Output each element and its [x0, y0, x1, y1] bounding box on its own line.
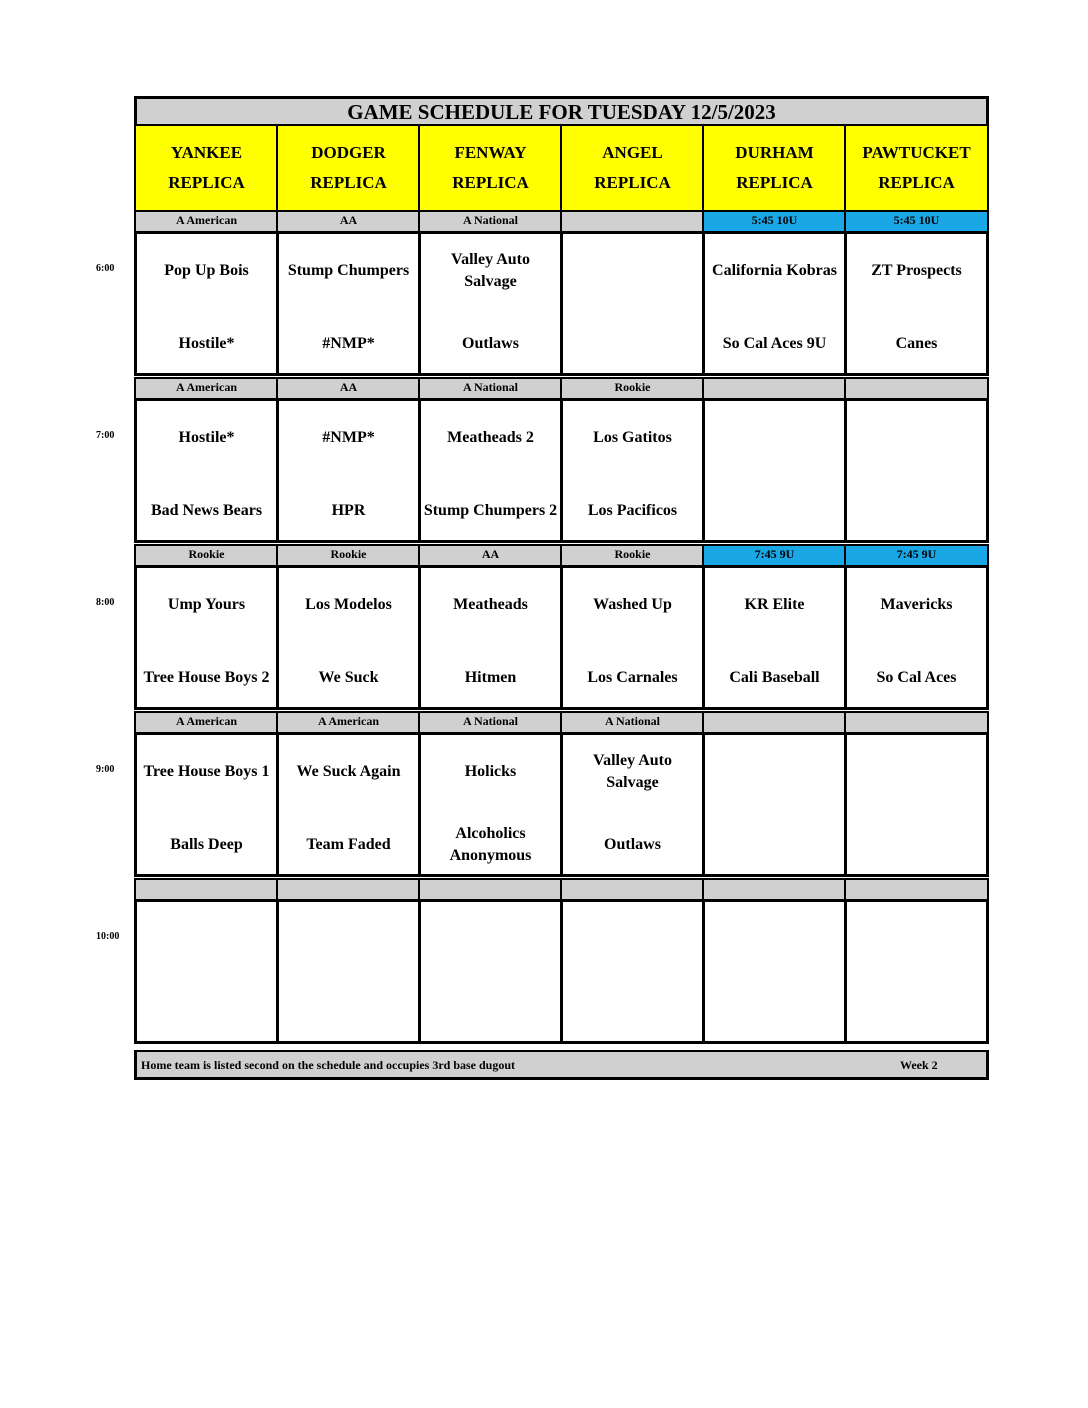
- away-team: Mavericks: [880, 596, 953, 613]
- schedule-title: GAME SCHEDULE FOR TUESDAY 12/5/2023: [134, 96, 989, 126]
- game-cell: [560, 565, 705, 710]
- home-team: Stump Chumpers 2: [423, 502, 558, 519]
- field-subtitle: REPLICA: [878, 173, 955, 192]
- away-team: Valley Auto Salvage: [451, 251, 530, 290]
- field-header-1: [276, 124, 421, 212]
- home-team: We Suck: [318, 669, 379, 686]
- division-band: [418, 878, 563, 901]
- time-label: 9:00: [96, 764, 115, 775]
- home-team: Tree House Boys 2: [143, 669, 270, 686]
- division-band: [276, 878, 421, 901]
- game-cell: [134, 398, 279, 543]
- division-band: [844, 878, 989, 901]
- game-cell: [560, 732, 705, 877]
- schedule-sheet: [134, 96, 989, 1080]
- game-cell: [418, 231, 563, 376]
- away-team: Meatheads: [453, 596, 528, 613]
- home-team: So Cal Aces 9U: [722, 335, 827, 352]
- game-cell: [276, 732, 421, 877]
- game-cell: [134, 732, 279, 877]
- division-band: [560, 878, 705, 901]
- away-team: Tree House Boys 1: [143, 763, 270, 780]
- away-team: #NMP*: [322, 429, 375, 446]
- game-cell: [702, 398, 847, 543]
- field-name: DURHAM: [735, 143, 814, 162]
- home-team: Alcoholics Anonymous: [449, 825, 532, 864]
- home-team: Hostile*: [178, 335, 235, 352]
- away-team: Valley Auto Salvage: [593, 752, 672, 791]
- field-subtitle: REPLICA: [452, 173, 529, 192]
- home-team: Hitmen: [464, 669, 517, 686]
- time-label: 7:00: [96, 430, 115, 441]
- division-band: AA: [418, 544, 563, 567]
- division-band: [702, 878, 847, 901]
- division-band: A American: [134, 210, 279, 233]
- home-team: HPR: [331, 502, 366, 519]
- field-name: PAWTUCKET: [862, 143, 971, 162]
- week-label: Week 2: [900, 1058, 938, 1072]
- home-team: Los Pacificos: [587, 502, 678, 519]
- away-team: California Kobras: [712, 262, 837, 279]
- time-label: 10:00: [96, 931, 120, 942]
- game-cell: [276, 899, 421, 1044]
- field-name: FENWAY: [454, 143, 527, 162]
- time-label: 8:00: [96, 597, 115, 608]
- away-team: ZT Prospects: [871, 262, 962, 279]
- field-name: ANGEL: [602, 143, 663, 162]
- division-band: A National: [560, 711, 705, 734]
- home-team: Outlaws: [462, 335, 519, 352]
- game-cell: [276, 398, 421, 543]
- game-cell: [560, 899, 705, 1044]
- game-cell: [418, 398, 563, 543]
- game-cell: [134, 565, 279, 710]
- game-cell: [560, 398, 705, 543]
- field-header-4: [702, 124, 847, 212]
- field-subtitle: REPLICA: [736, 173, 813, 192]
- game-cell: [134, 231, 279, 376]
- field-subtitle: REPLICA: [594, 173, 671, 192]
- division-band: 5:45 10U: [844, 210, 989, 233]
- time-label: 6:00: [96, 263, 115, 274]
- division-band: 7:45 9U: [702, 544, 847, 567]
- division-band: A American: [276, 711, 421, 734]
- division-band: 7:45 9U: [844, 544, 989, 567]
- division-band: 5:45 10U: [702, 210, 847, 233]
- field-header-0: [134, 124, 279, 212]
- home-team: Los Carnales: [587, 669, 678, 686]
- game-cell: [702, 732, 847, 877]
- schedule-footer: [134, 1050, 989, 1080]
- away-team: Ump Yours: [167, 596, 246, 613]
- home-team-note: Home team is listed second on the schedule and occupies 3rd base dugout: [141, 1058, 516, 1072]
- home-team: Bad News Bears: [150, 502, 263, 519]
- field-header-5: [844, 124, 989, 212]
- field-subtitle: REPLICA: [168, 173, 245, 192]
- field-header-2: [418, 124, 563, 212]
- division-band: Rookie: [560, 377, 705, 400]
- away-team: KR Elite: [744, 596, 805, 613]
- game-cell: [844, 732, 989, 877]
- game-cell: [844, 398, 989, 543]
- away-team: Washed Up: [593, 596, 672, 613]
- game-cell: [560, 231, 705, 376]
- game-cell: [418, 899, 563, 1044]
- away-team: Los Gatitos: [593, 429, 672, 446]
- game-cell: [418, 732, 563, 877]
- division-band: AA: [276, 210, 421, 233]
- division-band: [844, 377, 989, 400]
- home-team: #NMP*: [322, 335, 375, 352]
- game-cell: [134, 899, 279, 1044]
- game-cell: [702, 231, 847, 376]
- game-cell: [844, 899, 989, 1044]
- away-team: Meatheads 2: [447, 429, 534, 446]
- game-cell: [418, 565, 563, 710]
- away-team: Los Modelos: [305, 596, 392, 613]
- away-team: Pop Up Bois: [164, 262, 249, 279]
- field-subtitle: REPLICA: [310, 173, 387, 192]
- division-band: A American: [134, 711, 279, 734]
- game-cell: [276, 565, 421, 710]
- division-band: [560, 210, 705, 233]
- game-cell: [844, 231, 989, 376]
- away-team: We Suck Again: [296, 763, 401, 780]
- field-name: YANKEE: [170, 143, 243, 162]
- home-team: Cali Baseball: [729, 669, 820, 686]
- home-team: Balls Deep: [170, 836, 243, 853]
- game-cell: [844, 565, 989, 710]
- away-team: Hostile*: [178, 429, 235, 446]
- game-cell: [702, 565, 847, 710]
- division-band: Rookie: [560, 544, 705, 567]
- division-band: AA: [276, 377, 421, 400]
- division-band: Rookie: [134, 544, 279, 567]
- home-team: Team Faded: [306, 836, 391, 853]
- division-band: A American: [134, 377, 279, 400]
- home-team: Outlaws: [604, 836, 661, 853]
- division-band: [702, 377, 847, 400]
- division-band: A National: [418, 377, 563, 400]
- field-header-3: [560, 124, 705, 212]
- division-band: [134, 878, 279, 901]
- away-team: Stump Chumpers: [287, 262, 410, 279]
- division-band: A National: [418, 210, 563, 233]
- field-name: DODGER: [311, 143, 386, 162]
- home-team: So Cal Aces: [876, 669, 957, 686]
- away-team: Holicks: [464, 763, 517, 780]
- division-band: [844, 711, 989, 734]
- division-band: A National: [418, 711, 563, 734]
- division-band: [702, 711, 847, 734]
- game-cell: [276, 231, 421, 376]
- home-team: Canes: [895, 335, 938, 352]
- division-band: Rookie: [276, 544, 421, 567]
- game-cell: [702, 899, 847, 1044]
